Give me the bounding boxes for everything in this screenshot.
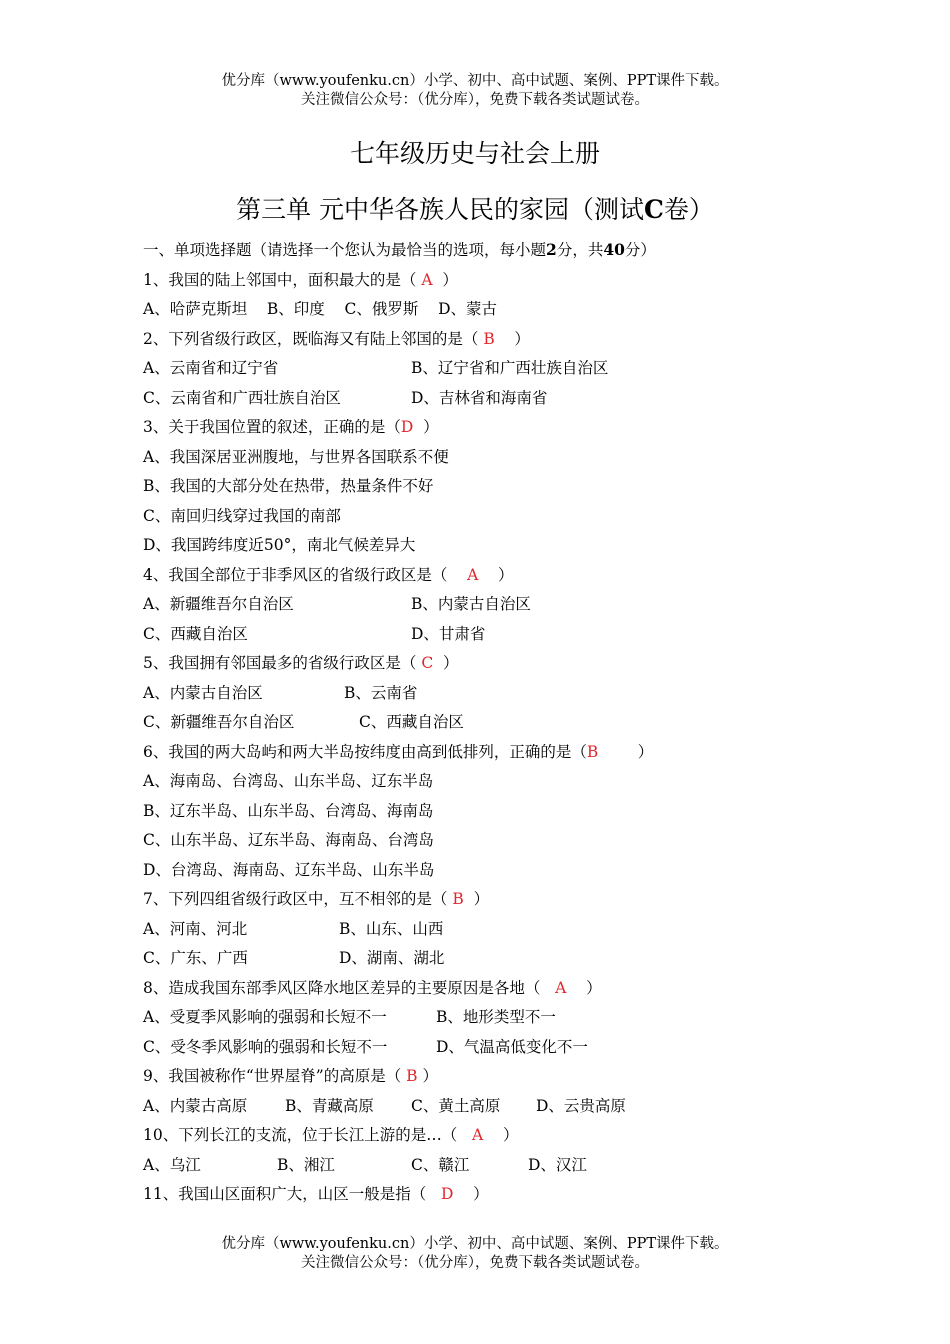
- question-close: ）: [502, 1126, 519, 1144]
- question-text: 8、造成我国东部季风区降水地区差异的主要原因是各地（: [143, 979, 541, 997]
- option: A、内蒙古高原: [143, 1097, 248, 1115]
- question-stem: [143, 889, 489, 909]
- document-title: 七年级历史与社会上册: [349, 139, 600, 168]
- footer-line-2: 关注微信公众号：（优分库），免费下载各类试题试卷。: [301, 1255, 649, 1271]
- question-stem: [143, 329, 530, 349]
- option-line: C、山东半岛、辽东半岛、海南岛、台湾岛: [143, 831, 434, 849]
- question-close: ）: [586, 979, 602, 997]
- option: D、蒙古: [438, 300, 498, 318]
- answer-mark: A: [472, 1126, 484, 1144]
- question-text: 7、下列四组省级行政区中，互不相邻的是（: [143, 890, 448, 908]
- question-stem: [143, 270, 458, 290]
- question-close: ）: [443, 654, 459, 672]
- subtitle-text: 第三单 元中华各族人民的家园（测试: [236, 195, 645, 224]
- subtitle-bold-c: C: [644, 195, 664, 224]
- question-text: 5、我国拥有邻国最多的省级行政区是（: [143, 654, 417, 672]
- header-line-1: 优分库（www.youfenku.cn）小学、初中、高中试题、案例、PPT课件下载。: [221, 73, 729, 89]
- option: C、广东、广西: [143, 949, 248, 967]
- question-stem: [143, 1066, 438, 1086]
- option: A、哈萨克斯坦: [143, 300, 248, 318]
- option: B、辽宁省和广西壮族自治区: [411, 359, 609, 377]
- option: A、新疆维吾尔自治区: [143, 595, 294, 613]
- option-line: B、我国的大部分处在热带，热量条件不好: [143, 477, 434, 495]
- header-line-2: 关注微信公众号：（优分库），免费下载各类试题试卷。: [301, 92, 649, 108]
- question-stem: [143, 978, 602, 998]
- question-text: 1、我国的陆上邻国中，面积最大的是（: [143, 271, 417, 289]
- option: C、俄罗斯: [344, 300, 419, 318]
- option-line: B、辽东半岛、山东半岛、台湾岛、海南岛: [143, 802, 434, 820]
- option: B、云南省: [344, 684, 418, 702]
- option: B、地形类型不一: [436, 1008, 556, 1026]
- option: C、新疆维吾尔自治区: [143, 713, 295, 731]
- section-points-each: 2: [546, 240, 557, 259]
- question-close: ）: [514, 330, 530, 348]
- option: D、吉林省和海南省: [411, 389, 548, 407]
- answer-mark: A: [421, 271, 433, 289]
- option-line: A、我国深居亚洲腹地，与世界各国联系不便: [143, 448, 449, 466]
- question-close: ）: [637, 743, 654, 761]
- question-close: ）: [442, 271, 458, 289]
- answer-mark: A: [555, 979, 567, 997]
- question-close: ）: [498, 566, 514, 584]
- section-heading: [143, 240, 656, 260]
- question-text: 9、我国被称作“世界屋脊”的高原是（: [143, 1067, 402, 1085]
- question-stem: [143, 417, 439, 437]
- footer-line-1: 优分库（www.youfenku.cn）小学、初中、高中试题、案例、PPT课件下载。: [221, 1236, 729, 1252]
- question-text: 3、关于我国位置的叙述，正确的是（: [143, 418, 401, 436]
- answer-mark: C: [421, 654, 434, 672]
- option: A、云南省和辽宁省: [143, 359, 279, 377]
- question-text: 6、我国的两大岛屿和两大半岛按纬度由高到低排列，正确的是（: [143, 743, 587, 761]
- question-close: ）: [473, 1185, 489, 1203]
- answer-mark: B: [452, 890, 464, 908]
- option: B、青藏高原: [285, 1097, 374, 1115]
- option: D、甘肃省: [411, 625, 486, 643]
- option: D、气温高低变化不一: [436, 1038, 588, 1056]
- answer-mark: B: [586, 743, 599, 761]
- question-close: ）: [422, 1067, 438, 1085]
- option-line: D、台湾岛、海南岛、辽东半岛、山东半岛: [143, 861, 435, 879]
- option-line: A、海南岛、台湾岛、山东半岛、辽东半岛: [143, 772, 434, 790]
- option: A、内蒙古自治区: [143, 684, 263, 702]
- question-text: 11、我国山区面积广大，山区一般是指（: [143, 1185, 427, 1203]
- section-heading-end: 分）: [624, 241, 656, 259]
- option: A、受夏季风影响的强弱和长短不一: [143, 1008, 387, 1026]
- page-footer: [0, 1235, 950, 1273]
- section-heading-mid: 分，共: [556, 241, 604, 259]
- section-heading-text: 一、单项选择题（请选择一个您认为最恰当的选项，每小题: [143, 241, 547, 259]
- question-text: 10、下列长江的支流，位于长江上游的是…（: [143, 1126, 458, 1144]
- section-total-points: 40: [603, 240, 625, 259]
- option: D、湖南、湖北: [339, 949, 445, 967]
- option: B、山东、山西: [339, 920, 444, 938]
- question-stem: [143, 1125, 518, 1145]
- option: D、云贵高原: [536, 1097, 626, 1115]
- question-stem: [143, 653, 459, 673]
- document-subtitle: [0, 190, 950, 226]
- option-row: [143, 299, 497, 319]
- question-close: ）: [423, 418, 439, 436]
- answer-mark: D: [400, 418, 414, 436]
- option-line: C、南回归线穿过我国的南部: [143, 507, 341, 525]
- question-stem: [143, 565, 514, 585]
- option: D、汉江: [528, 1156, 587, 1174]
- option: C、黄土高原: [411, 1097, 501, 1115]
- option: C、云南省和广西壮族自治区: [143, 389, 341, 407]
- question-close: ）: [473, 890, 490, 908]
- answer-mark: B: [483, 330, 495, 348]
- question-stem: [143, 742, 653, 762]
- option: C、西藏自治区: [143, 625, 248, 643]
- question-text: 2、下列省级行政区，既临海又有陆上邻国的是（: [143, 330, 479, 348]
- option: B、内蒙古自治区: [411, 595, 531, 613]
- option: A、乌江: [143, 1156, 201, 1174]
- option: A、河南、河北: [143, 920, 248, 938]
- option: C、受冬季风影响的强弱和长短不一: [143, 1038, 388, 1056]
- option-line: D、我国跨纬度近50°，南北气候差异大: [143, 536, 416, 554]
- option: C、西藏自治区: [359, 713, 464, 731]
- answer-mark: A: [467, 566, 479, 584]
- option: B、湘江: [277, 1156, 335, 1174]
- option: B、印度: [266, 300, 325, 318]
- question-text: 4、我国全部位于非季风区的省级行政区是（: [143, 566, 448, 584]
- page-header: [0, 72, 950, 110]
- answer-mark: D: [441, 1185, 454, 1203]
- question-stem: [143, 1184, 489, 1204]
- option: C、赣江: [411, 1156, 470, 1174]
- answer-mark: B: [406, 1067, 418, 1085]
- subtitle-close: 卷）: [663, 195, 714, 224]
